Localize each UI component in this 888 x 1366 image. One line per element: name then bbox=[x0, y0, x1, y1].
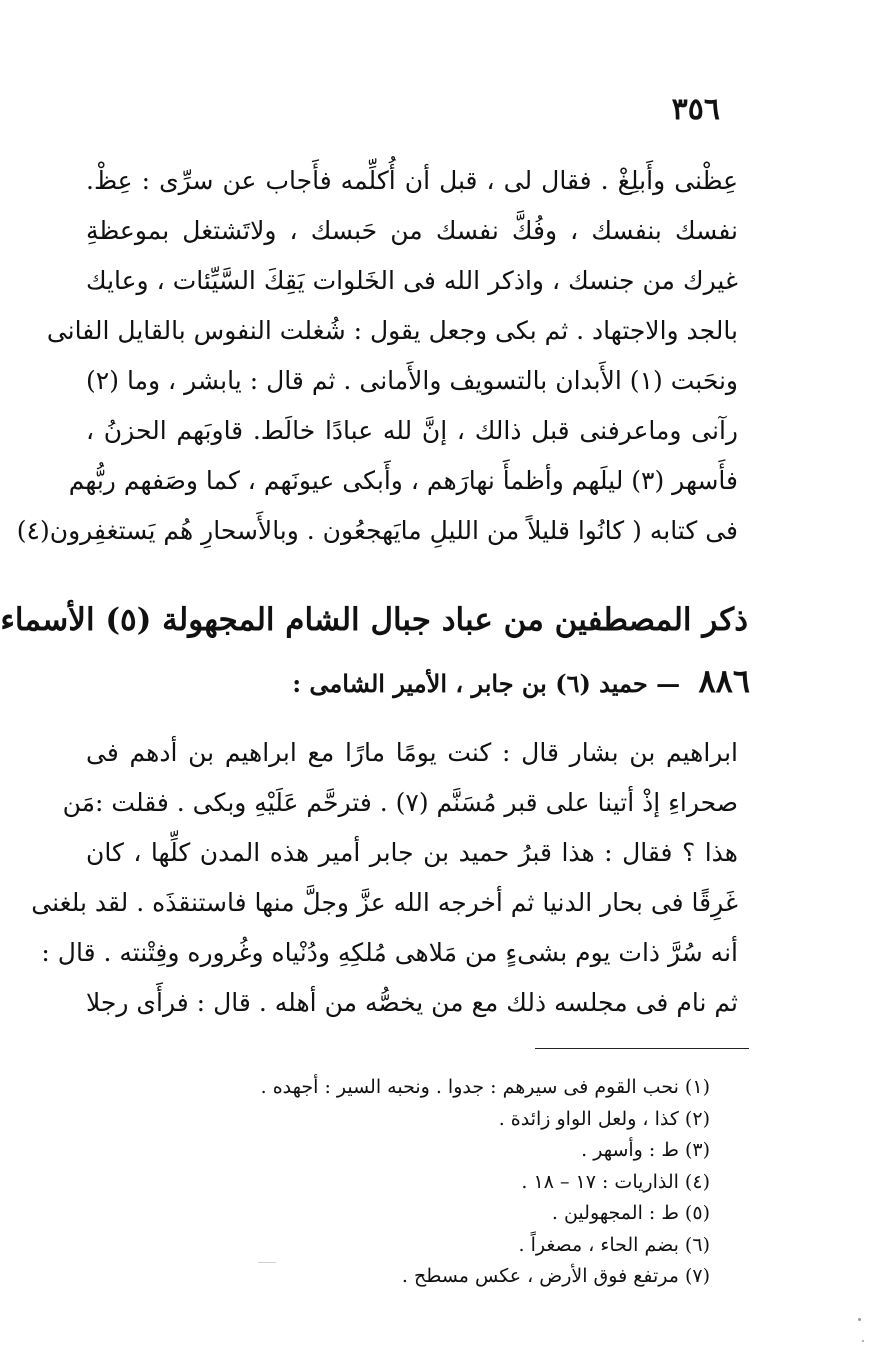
footnote: (١) نحب القوم فى سيرهم : جدوا . ونحبه السير : أجهده . bbox=[260, 1076, 710, 1098]
text-line: ابراهيم بن بشار قال : كنت يومًا مارًا مع ابراهيم بن أدهم فى bbox=[86, 738, 738, 767]
entry-heading bbox=[292, 660, 750, 705]
paragraph-1 bbox=[16, 156, 739, 556]
text-line: ونحَبت (١) الأَبدان بالتسويف والأَمانى . ثم قال : يابشر ، وما (٢) bbox=[86, 366, 739, 395]
text-line: بالجد والاجتهاد . ثم بكى وجعل يقول : شُغلت النفوس بالقايل الفانى bbox=[46, 316, 738, 345]
footnote: (٥) ط : المجهولين . bbox=[551, 1202, 710, 1224]
footnote: (٦) بضم الحاء ، مصغراً . bbox=[518, 1233, 710, 1256]
text-line: أنه سُرَّ ذات يوم بشىءٍ من مَلاهى مُلكِهِ ودُنْياه وغُروره وفِتْنته . قال : bbox=[41, 938, 738, 967]
entry-number: ٨٨٦ bbox=[698, 662, 750, 700]
page-number: ٣٥٦ bbox=[671, 92, 720, 127]
text-line: ثم نام فى مجلسه ذلك مع من يخصُّه من أهله . قال : فرأَى رجلا bbox=[86, 988, 738, 1017]
text-line: صحراءِ إذْ أتينا على قبر مُسَنَّم (٧) . فترحَّم عَلَيْهِ وبكى . فقلت :مَن bbox=[62, 788, 738, 817]
text-line: غيرك من جنسك ، واذكر الله فى الخَلوات يَقِكَ السَّيِّئات ، وعايك bbox=[86, 266, 738, 295]
text-line: عِظْنى وأَبلِغْ . فقال لى ، قبل أن أُكلِّمه فأَجاب عن سرِّى : عِظْ. bbox=[86, 166, 738, 195]
footnotes bbox=[190, 1072, 710, 1293]
text-line: فأَسهر (٣) ليلَهم وأظمأَ نهارَهم ، وأَبكى عيونَهم ، كما وصَفهم ربُّهم bbox=[68, 466, 738, 495]
text-line: رآنى وماعرفنى قبل ذالك ، إنَّ لله عبادًا خالَط. قاوبَهم الحزنُ ، bbox=[86, 416, 738, 445]
paper-speck bbox=[862, 1340, 864, 1342]
section-title: ذكر المصطفين من عباد جبال الشام المجهولة (٥) الأسماء bbox=[0, 602, 748, 638]
footnote-divider bbox=[535, 1048, 749, 1049]
footnote: (٢) كذا ، ولعل الواو زائدة . bbox=[498, 1107, 710, 1130]
text-line: فى كتابه ( كانُوا قليلاً من الليلِ مايَهجعُون . وبالأَسحارِ هُم يَستغفِرون(٤) bbox=[16, 516, 738, 545]
footnote: (٧) مرتفع فوق الأرض ، عكس مسطح . bbox=[401, 1265, 710, 1287]
text-line: نفسك بنفسك ، وفُكَّ نفسك من حَبسك ، ولاتَشتغل بموعظةِ bbox=[86, 216, 738, 245]
paper-speck bbox=[258, 1262, 276, 1263]
text-line: غَرِقًا فى بحار الدنيا ثم أخرجه الله عزَّ وجلَّ منها فاستنقذَه . لقد بلغنى bbox=[31, 888, 738, 917]
footnote: (٤) الذاريات : ١٧ – ١٨ . bbox=[521, 1170, 710, 1193]
text-line: هذا ؟ فقال : هذا قبرُ حميد بن جابر أمير هذه المدن كلِّها ، كان bbox=[86, 838, 738, 867]
paragraph-2 bbox=[31, 728, 738, 1028]
footnote: (٣) ط : وأسهر . bbox=[581, 1139, 710, 1161]
entry-heading-text: — حميد (٦) بن جابر ، الأمير الشامى : bbox=[292, 669, 681, 698]
paper-speck bbox=[858, 1318, 861, 1321]
